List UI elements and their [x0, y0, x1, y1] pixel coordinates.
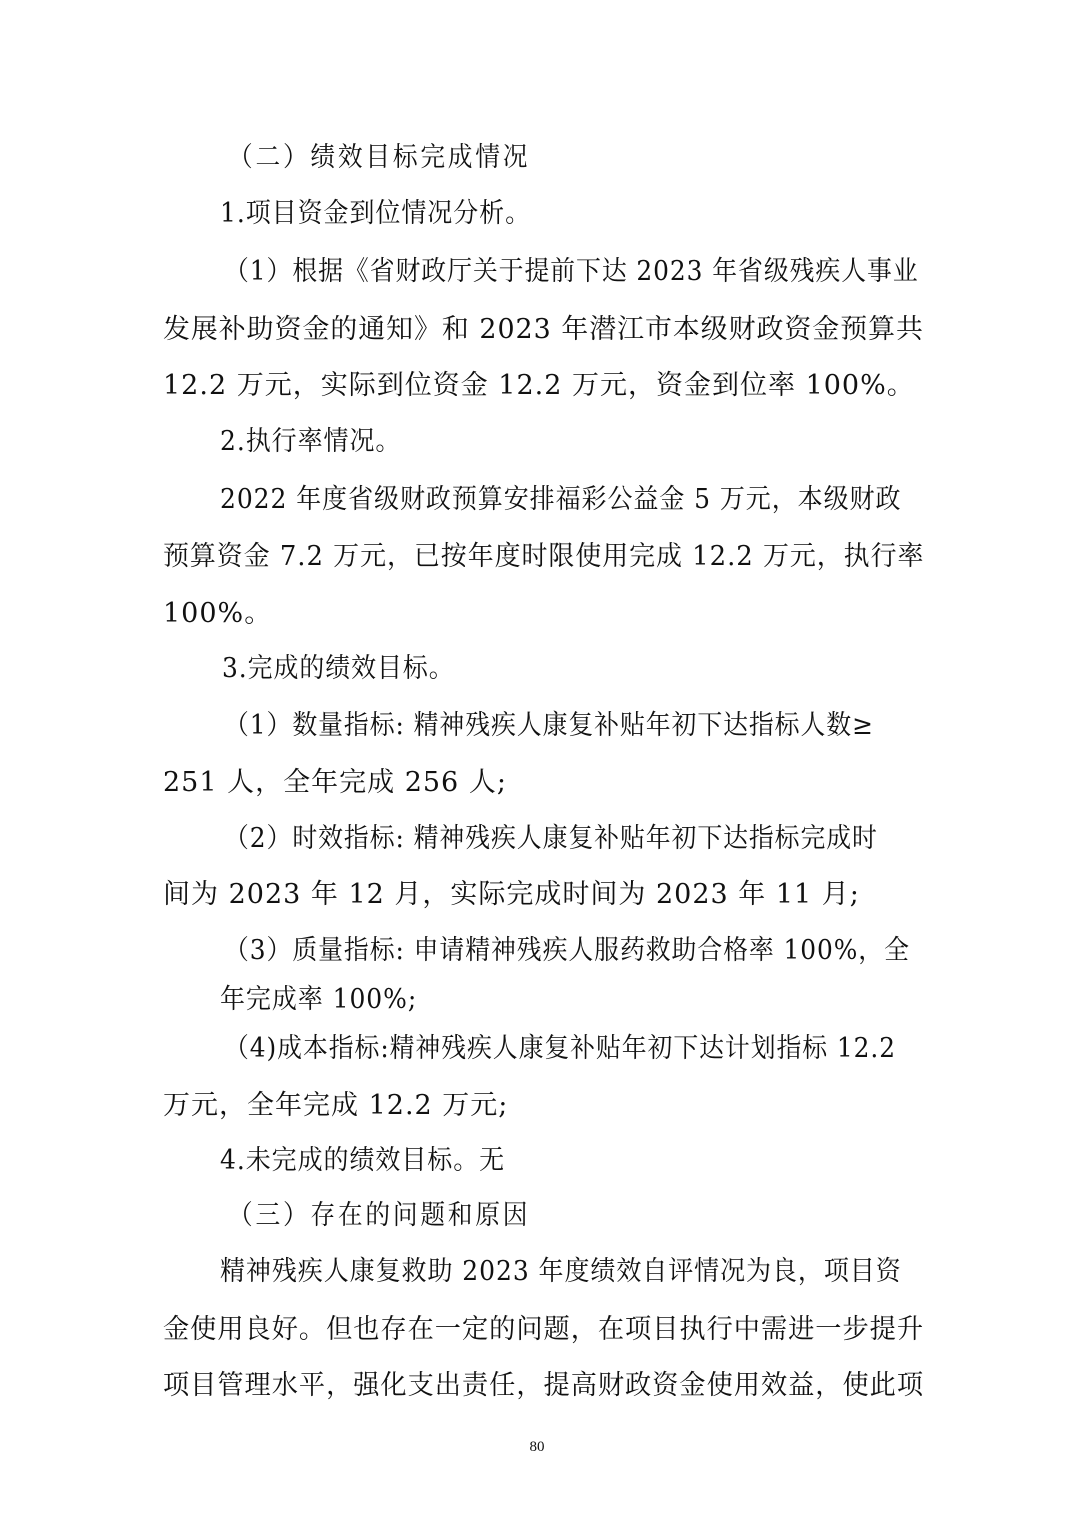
- paragraph-line: 发展补助资金的通知》和 2023 年潜江市本级财政资金预算共: [163, 314, 924, 345]
- subheading-fund-arrival: 1.项目资金到位情况分析。: [220, 198, 532, 229]
- paragraph-line: （2）时效指标: 精神残疾人康复补贴年初下达指标完成时: [224, 823, 878, 854]
- paragraph-line: 12.2 万元，实际到位资金 12.2 万元，资金到位率 100%。: [163, 370, 915, 401]
- paragraph-line: 年完成率 100%;: [220, 984, 418, 1015]
- paragraph-line: （3）质量指标: 申请精神残疾人服药救助合格率 100%，全: [224, 935, 910, 966]
- subheading-uncompleted-goals: 4.未完成的绩效目标。无: [220, 1145, 506, 1176]
- subheading-completed-goals: 3.完成的绩效目标。: [222, 653, 455, 684]
- paragraph-line: （4)成本指标:精神残疾人康复补贴年初下达计划指标 12.2: [224, 1033, 896, 1064]
- paragraph-line: 251 人，全年完成 256 人;: [163, 767, 507, 798]
- paragraph-line: 万元，全年完成 12.2 万元;: [163, 1090, 509, 1121]
- paragraph-line: 100%。: [163, 598, 273, 629]
- paragraph-line: （1）根据《省财政厅关于提前下达 2023 年省级残疾人事业: [224, 256, 919, 287]
- paragraph-line: 金使用良好。但也存在一定的问题，在项目执行中需进一步提升: [163, 1314, 925, 1345]
- section-heading-problems: （三）存在的问题和原因: [228, 1200, 531, 1231]
- page-number: 80: [529, 1439, 545, 1455]
- section-heading-performance-goals: （二）绩效目标完成情况: [228, 142, 531, 173]
- paragraph-line: 2022 年度省级财政预算安排福彩公益金 5 万元，本级财政: [220, 484, 902, 515]
- paragraph-line: 精神残疾人康复救助 2023 年度绩效自评情况为良，项目资: [220, 1256, 902, 1287]
- paragraph-line: 预算资金 7.2 万元，已按年度时限使用完成 12.2 万元，执行率: [163, 541, 925, 572]
- paragraph-line: 间为 2023 年 12 月，实际完成时间为 2023 年 11 月;: [163, 879, 860, 910]
- paragraph-line: 项目管理水平，强化支出责任，提高财政资金使用效益，使此项: [163, 1370, 925, 1401]
- subheading-execution-rate: 2.执行率情况。: [220, 426, 402, 457]
- paragraph-line: （1）数量指标: 精神残疾人康复补贴年初下达指标人数≥: [224, 710, 874, 741]
